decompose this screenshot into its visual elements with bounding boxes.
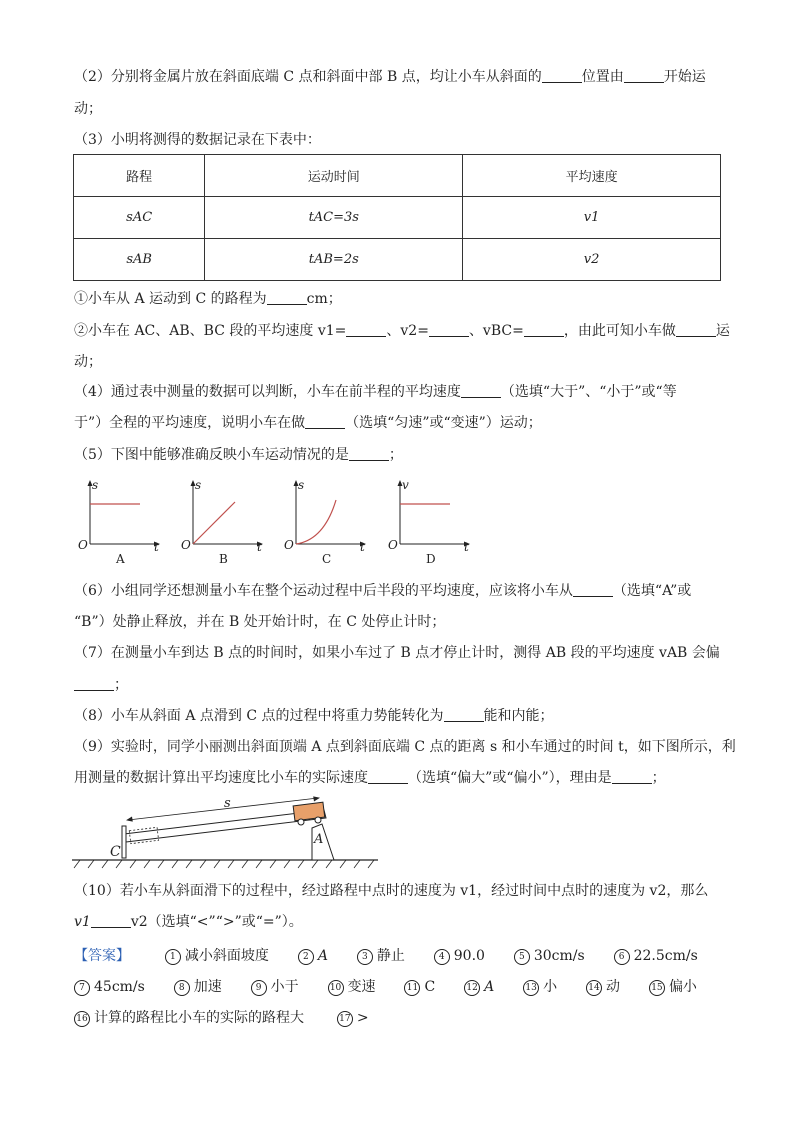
q5-line: （5）下图中能够准确反映小车运动情况的是 ； [74,447,403,463]
table-cell: tAB=2s [205,239,463,281]
graph-ylabel: s [92,478,99,492]
graph-ylabel: s [195,478,202,492]
graph-c-curve [296,500,336,544]
incline-s-label: s [224,796,231,811]
graph-ylabel: v [402,478,409,492]
answer-line3: 16 计算的路程比小车的实际的路程大 17 > [74,1007,369,1027]
graph-origin: O [284,538,294,552]
q4-line1: （4）通过表中测量的数据可以判断，小车在前半程的平均速度 （选填“大于”、“小于”或“等 [74,384,677,400]
q9-line2: 用测量的数据计算出平均速度比小车的实际速度 （选填“偏大”或“偏小”），理由是 ； [74,770,666,786]
graph-a [78,478,168,574]
q2-blank-1[interactable] [542,68,582,83]
table-cell: sAB [74,239,205,281]
graph-xlabel: t [154,540,159,554]
graph-b [181,478,271,574]
graph-origin: O [388,538,398,552]
q2-line1: （2）分别将金属片放在斜面底端 C 点和斜面中部 B 点，均让小车从斜面的 位置由 开始运 [74,69,706,85]
q8-blank[interactable] [444,707,484,722]
table-header: 路程 [74,155,205,197]
q6-line2: “B”）处静止释放，并在 B 处开始计时，在 C 处停止计时； [74,614,446,630]
q6-line1: （6）小组同学还想测量小车在整个运动过程中后半段的平均速度，应该将小车从 （选填“A”或 [74,583,692,599]
graph-d [388,478,478,574]
graph-xlabel: t [464,540,469,554]
sub2-line2: 动； [74,354,102,370]
q7-line2: ； [74,676,128,694]
q4-blank-1[interactable] [461,383,501,398]
table-cell: v1 [463,197,721,239]
graph-b-curve [193,502,235,544]
q7-line1: （7）在测量小车到达 B 点的时间时，如果小车过了 B 点才停止计时，测得 AB 段的平均速度 vAB 会偏 [74,645,720,661]
table-row [74,239,721,281]
table-cell: tAC=3s [205,197,463,239]
q5-blank[interactable] [349,446,389,461]
sub2-blank-2[interactable] [429,322,469,337]
table-header: 平均速度 [463,155,721,197]
q2-line2: 动； [74,101,102,117]
q7-blank[interactable] [74,676,114,691]
table-cell: v2 [463,239,721,281]
graph-c [284,478,374,574]
sub1-line: ①小车从 A 运动到 C 的路程为 cm； [74,291,342,307]
q10-blank[interactable] [91,913,131,928]
q8-line: （8）小车从斜面 A 点滑到 C 点的过程中将重力势能转化为 能和内能； [74,708,554,724]
incline-c-label: C [110,844,121,860]
graph-label: B [219,552,228,566]
table-header: 运动时间 [205,155,463,197]
graph-ylabel: s [298,478,305,492]
sub2-line1: ②小车在 AC、AB、BC 段的平均速度 v1= 、v2= 、vBC= ，由此可知小车做 运 [74,323,730,339]
graph-xlabel: t [360,540,365,554]
sub2-blank-3[interactable] [524,322,564,337]
graph-label: D [426,552,436,566]
q2-blank-2[interactable] [624,68,664,83]
q10-line2: v1 v2（选填“<”“>”或“=”）。 [74,914,303,930]
sub2-blank-4[interactable] [676,322,716,337]
q10-line1: （10）若小车从斜面滑下的过程中，经过路程中点时的速度为 v1，经过时间中点时的速度为 v2，那么 [74,883,709,899]
graph-origin: O [181,538,191,552]
table-header-row [74,155,721,197]
graph-xlabel: t [257,540,262,554]
answer-key: 【答案】 [74,948,130,964]
q3-intro: （3）小明将测得的数据记录在下表中： [74,132,321,148]
q4-blank-2[interactable] [305,414,345,429]
incline-a-label: A [314,832,324,847]
answer-line1: 【答案】 1 减小斜面坡度 2 A 3 静止 4 90.0 5 30cm/s 6 22.5cm/s [74,948,698,964]
q9-line1: （9）实验时，同学小丽测出斜面顶端 A 点到斜面底端 C 点的距离 s 和小车通过的时间 t，如下图所示，利 [74,739,736,755]
graph-label: C [322,552,332,566]
answer-line2: 7 45cm/s 8 加速 9 小于 10 变速 11 C 12 A 13 小 14 动 15 偏小 [74,976,697,996]
table-cell: sAC [74,197,205,239]
graph-origin: O [78,538,88,552]
graph-label: A [116,552,125,566]
sub1-blank[interactable] [267,290,307,305]
table-row [74,197,721,239]
incline-diagram [72,796,382,870]
sub2-blank-1[interactable] [346,322,386,337]
q9-blank-1[interactable] [368,769,408,784]
q9-blank-2[interactable] [612,769,652,784]
q4-line2: 于”）全程的平均速度，说明小车在做 （选填“匀速”或“变速”）运动； [74,415,542,431]
q6-blank[interactable] [573,582,613,597]
data-table [73,154,721,281]
